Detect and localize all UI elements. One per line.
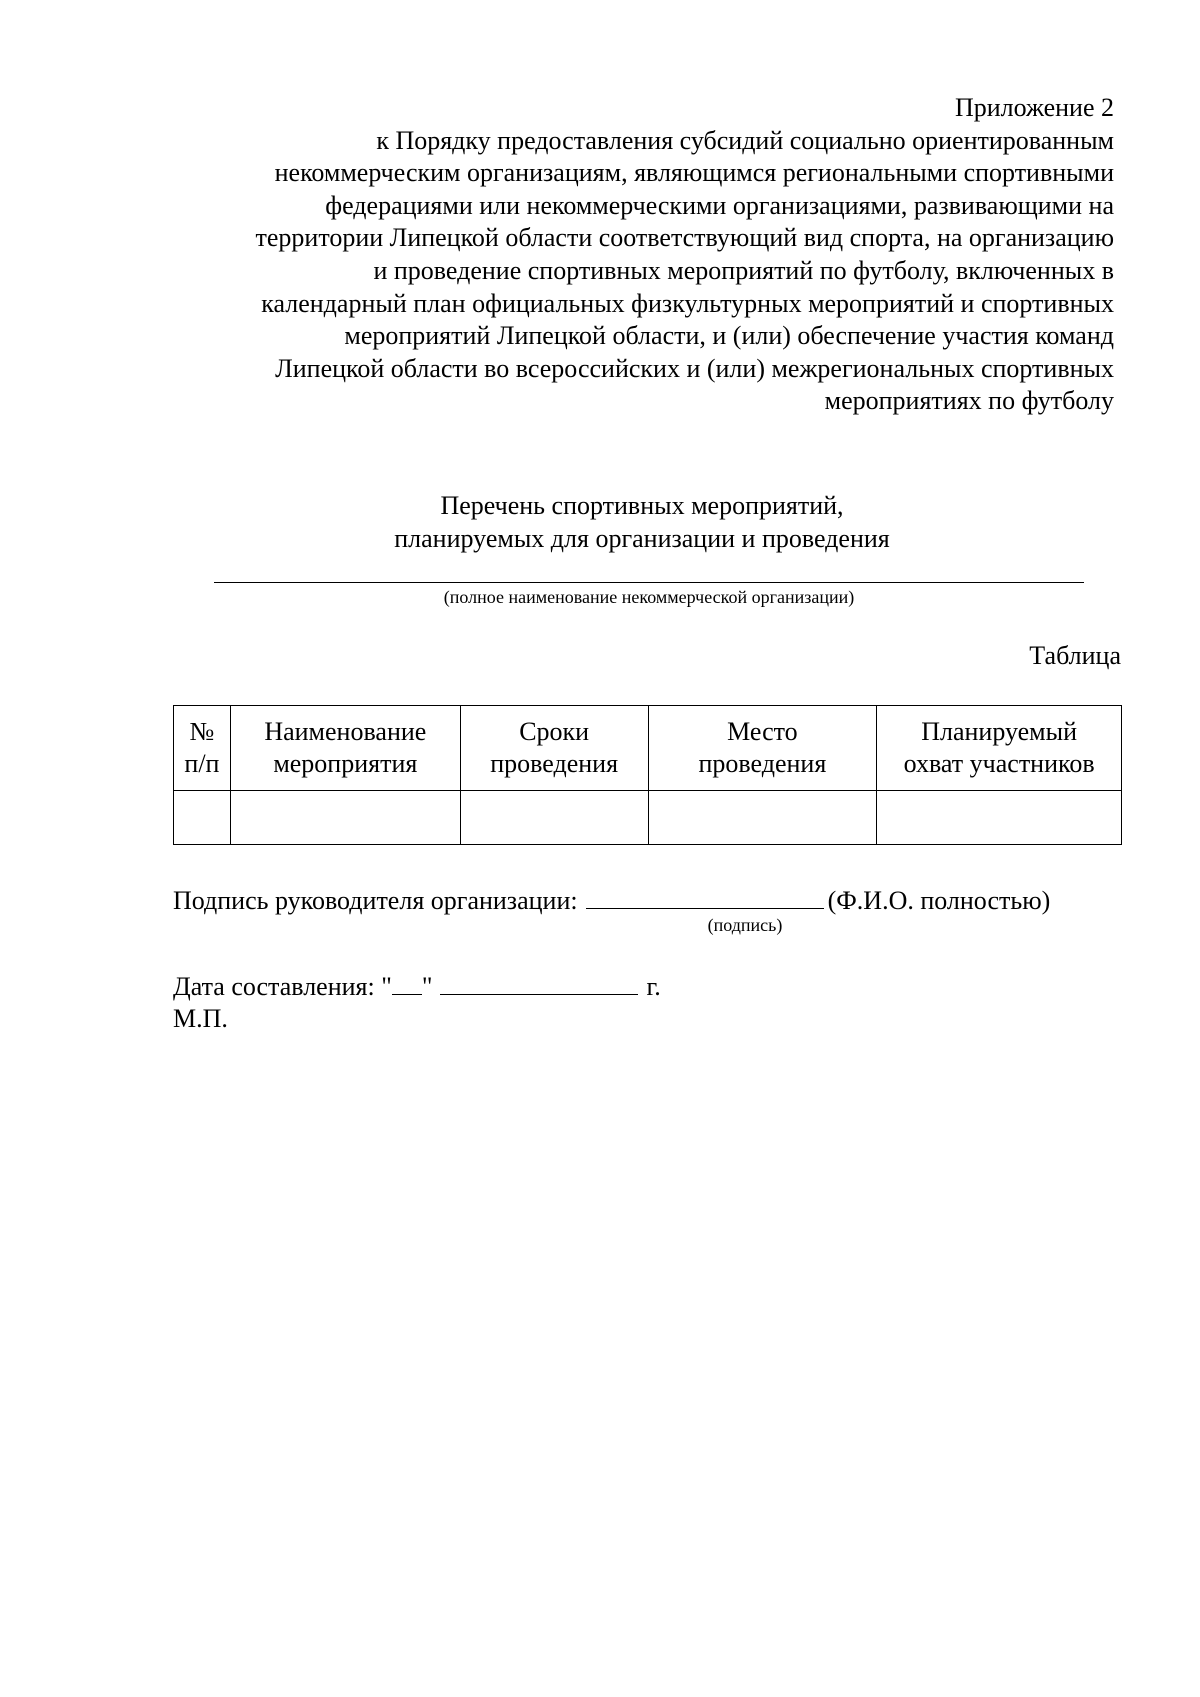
table-header-row bbox=[174, 706, 1122, 791]
appendix-line: Липецкой области во всероссийских и (или) межрегиональных спортивных bbox=[275, 353, 1114, 383]
signature-name-suffix: (Ф.И.О. полностью) bbox=[827, 886, 1051, 915]
date-month-blank[interactable] bbox=[440, 970, 638, 995]
title-line-2: планируемых для организации и проведения bbox=[394, 524, 890, 553]
date-year-suffix: г. bbox=[646, 972, 661, 1001]
date-quote-close: " bbox=[421, 972, 433, 1001]
organization-name-caption: (полное наименование некоммерческой организации) bbox=[443, 587, 855, 607]
header-text: мероприятия bbox=[273, 749, 418, 778]
stamp-place: М.П. bbox=[173, 1004, 228, 1033]
header-text: п/п bbox=[184, 749, 220, 778]
appendix-line: календарный план официальных физкультурных мероприятий и спортивных bbox=[261, 288, 1114, 318]
table-cell[interactable] bbox=[877, 791, 1122, 845]
header-text: Наименование bbox=[264, 717, 427, 746]
appendix-line: федерациями или некоммерческими организациями, развивающими на bbox=[325, 190, 1114, 220]
table-cell[interactable] bbox=[230, 791, 460, 845]
organization-name-blank[interactable] bbox=[214, 582, 1084, 583]
date-day-blank[interactable] bbox=[392, 970, 422, 995]
header-text: проведения bbox=[698, 749, 827, 778]
appendix-line: некоммерческим организациям, являющимся региональными спортивными bbox=[274, 158, 1114, 188]
signature-blank[interactable] bbox=[586, 882, 824, 909]
appendix-line: к Порядку предоставления субсидий социально ориентированным bbox=[376, 125, 1114, 155]
appendix-line: мероприятиях по футболу bbox=[824, 386, 1114, 416]
header-text: Сроки bbox=[519, 717, 590, 746]
header-venue bbox=[648, 706, 877, 791]
events-table bbox=[173, 705, 1122, 845]
appendix-line: мероприятий Липецкой области, и (или) обеспечение участия команд bbox=[344, 321, 1114, 351]
table-row bbox=[174, 791, 1122, 845]
header-text: Планируемый bbox=[921, 717, 1078, 746]
header-text: Место bbox=[727, 717, 798, 746]
header-text: № bbox=[189, 717, 215, 746]
appendix-header bbox=[150, 92, 1114, 418]
date-label: Дата составления: " bbox=[173, 972, 392, 1001]
appendix-line: территории Липецкой области соответствующий вид спорта, на организацию bbox=[255, 223, 1114, 253]
table-cell[interactable] bbox=[460, 791, 648, 845]
header-dates bbox=[460, 706, 648, 791]
title-line-1: Перечень спортивных мероприятий, bbox=[440, 491, 844, 520]
document-title bbox=[160, 489, 1124, 555]
header-event-name bbox=[230, 706, 460, 791]
table-label: Таблица bbox=[1029, 641, 1121, 670]
table-cell[interactable] bbox=[648, 791, 877, 845]
header-participants bbox=[877, 706, 1122, 791]
signature-row bbox=[173, 882, 1133, 917]
header-text: проведения bbox=[490, 749, 619, 778]
signature-caption: (подпись) bbox=[707, 915, 783, 935]
signature-label: Подпись руководителя организации: bbox=[173, 886, 578, 915]
appendix-line: и проведение спортивных мероприятий по футболу, включенных в bbox=[373, 255, 1114, 285]
header-text: охват участников bbox=[903, 749, 1095, 778]
date-row bbox=[173, 970, 661, 1003]
appendix-line: Приложение 2 bbox=[954, 93, 1114, 122]
header-number bbox=[174, 706, 231, 791]
table-cell[interactable] bbox=[174, 791, 231, 845]
